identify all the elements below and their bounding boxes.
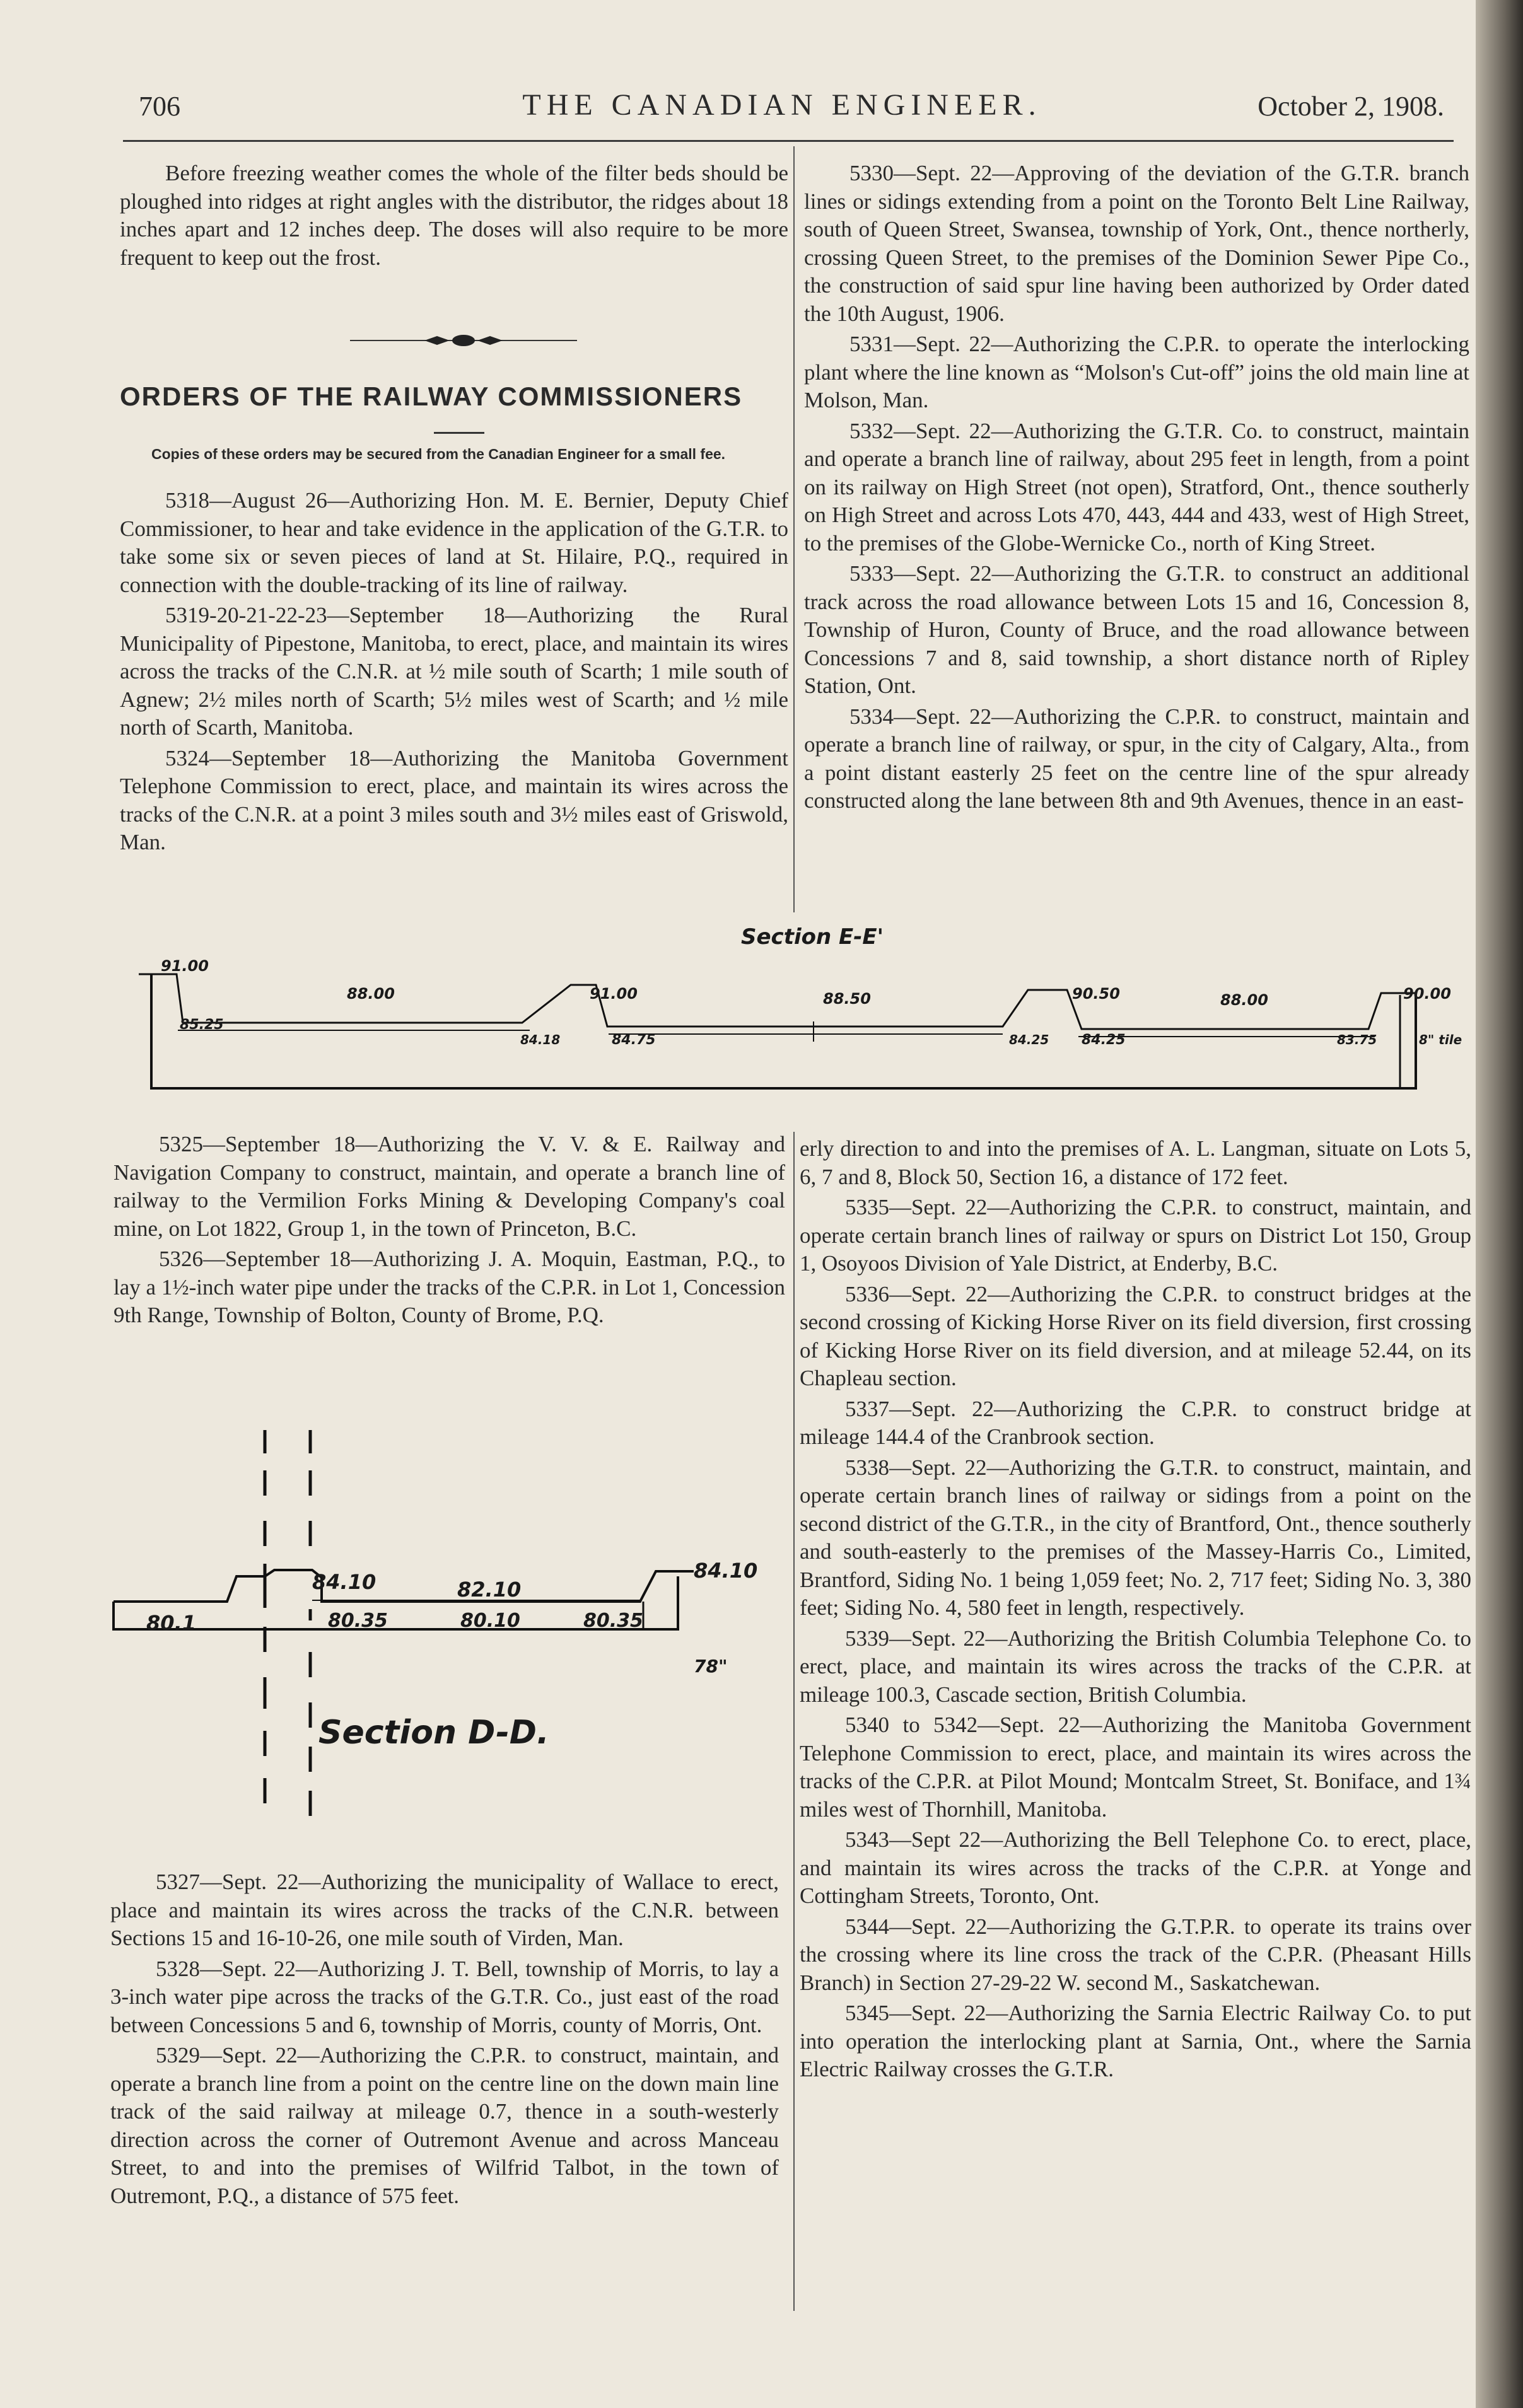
figure-dd-title: Section D-D. [318,1714,549,1752]
right-orders-group-1 [804,160,1469,815]
order-paragraph: 5337—Sept. 22—Authorizing the C.P.R. to construct bridge at mileage 144.4 of the Cranbrook section. [800,1396,1471,1449]
order-paragraph: 5343—Sept 22—Authorizing the Bell Telephone Co. to erect, place, and maintain its wires across the tracks of the C.P.R. at Yonge and Cottingham Streets, Toronto, Ont. [800,1827,1471,1908]
left-orders-group-3 [110,1868,779,2210]
journal-title: THE CANADIAN ENGINEER. [522,88,1042,122]
section-note [120,445,788,463]
order-paragraph: 5318—August 26—Authorizing Hon. M. E. Bernier, Deputy Chief Commissioner, to hear and take evidence in the application of the G.T.R. to take some six or seven pieces of land at St. Hilaire, P.Q., required in connection with the double-tracking of its line of railway. [120,488,788,597]
page-number: 706 [139,91,180,122]
order-paragraph: 5333—Sept. 22—Authorizing the G.T.R. to construct an additional track across the road allowance between Lots 15 and 16, Concession 8, Township of Huron, County of Bruce, and the road allowance between Concessions 7 and 8, said township, a short distance north of Ripley Station, Ont. [804,561,1469,698]
order-paragraph: 5340 to 5342—Sept. 22—Authorizing the Manitoba Government Telephone Commission to erect, place, and maintain its wires across the tracks of the C.P.R. at Pilot Mound; Montcalm Street, St. Boniface, and 1¾ miles west of Thornhill, Manitoba. [800,1713,1471,1822]
elev-label: 80.35 [583,1610,643,1632]
elev-label: 82.10 [457,1578,522,1602]
elev-label: 90.50 [1072,985,1120,1003]
order-paragraph: 5324—September 18—Authorizing the Manitoba Government Telephone Commission to erect, place, and maintain its wires across the tracks of the C.N.R. at a point 3 miles south and 3½ miles east of Griswold, Man. [120,745,788,854]
right-orders-group-2 [800,1135,1471,2084]
page-edge-shadow [1476,0,1523,2408]
order-paragraph: 5339—Sept. 22—Authorizing the British Columbia Telephone Co. to erect, place, and maintain its wires across the tracks of the C.P.R. at mileage 100.3, Cascade section, British Columbia. [800,1626,1471,1707]
order-paragraph: 5330—Sept. 22—Approving of the deviation of the G.T.R. branch lines or sidings extending from a point on the Toronto Belt Line Railway, south of Queen Street, Swansea, township of York, Ont., thence northerly, crossing Queen Street, to the premises of the Dominion Sewer Pipe Co., the construction of said spur line having been authorized by Order dated the 10th August, 1906. [804,161,1469,326]
note-text: Copies of these orders may be secured from the Canadian Engineer for a small fee. [151,446,726,462]
elev-label: 78" [694,1656,728,1677]
order-paragraph: 5328—Sept. 22—Authorizing J. T. Bell, township of Morris, to lay a 3-inch water pipe across the tracks of the G.T.R. Co., just east of the road between Concessions 5 and 6, township of Morris, county of Morris, Ont. [110,1956,779,2037]
order-paragraph: 5334—Sept. 22—Authorizing the C.P.R. to construct, maintain and operate a branch line of railway, or spur, in the city of Calgary, Alta., from a point distant easterly 25 feet on the centre line of the spur already constructed along the lane between 8th and 9th Avenues, thence in an east- [804,704,1469,813]
elev-label: 84.10 [312,1570,376,1594]
order-paragraph: 5332—Sept. 22—Authorizing the G.T.R. Co. to construct, maintain and operate a branch line of railway, about 295 feet in length, from a point on its railway on High Street (not open), Stratford, Ont., thence southerly on High Street and across Lots 470, 443, 444 and 433, west of High Street, to the premises of the Globe-Wernicke Co., north of King Street. [804,418,1469,555]
header-rule [123,140,1454,142]
page-header [114,85,1450,129]
elev-label: 84.25 [1082,1032,1126,1048]
section-profile [114,1570,694,1602]
elev-label: 84.75 [612,1032,656,1048]
elev-label: 91.00 [590,985,638,1003]
elev-label: 91.00 [161,957,209,975]
elev-label: 80.10 [460,1610,520,1632]
order-paragraph: 5326—September 18—Authorizing J. A. Moquin, Eastman, P.Q., to lay a 1½-inch water pipe under the tracks of the C.P.R. in Lot 1, Concession 9th Range, Township of Bolton, County of Brome, P.Q. [114,1247,785,1327]
article-paragraph: Before freezing weather comes the whole of the filter beds should be ploughed into ridges at right angles with the distributor, the ridges about 18 inches apart and 12 inches deep. The doses will also require to be more frequent to keep out the frost. [120,161,788,270]
order-paragraph: 5329—Sept. 22—Authorizing the C.P.R. to construct, maintain, and operate a branch line from a point on the centre line on the down main line track of the said railway at mileage 0.7, thence in a south-westerly direction across the corner of Outremont Avenue and across Manceau Street, to and into the premises of Wilfrid Talbot, in the town of Outremont, P.Q., a distance of 575 feet. [110,2043,779,2208]
issue-date: October 2, 1908. [1257,91,1444,122]
figure-section-ee [0,921,1476,1110]
section-heading: ORDERS OF THE RAILWAY COMMISSIONERS [120,381,743,411]
order-paragraph: 5319-20-21-22-23—September 18—Authorizing the Rural Municipality of Pipestone, Manitoba, to erect, place, and maintain its wires across the tracks of the C.N.R. at ½ mile south of Scarth; 1 mile south of Agnew; 2½ miles north of Scarth; 5½ miles west of Scarth; and ½ mile north of Scarth, Manitoba. [120,603,788,740]
elev-label: 83.75 [1337,1032,1377,1047]
elev-label: 84.25 [1009,1032,1049,1047]
order-paragraph: 5335—Sept. 22—Authorizing the C.P.R. to construct, maintain, and operate certain branch lines of railway or spurs on District Lot 150, Group 1, Osoyoos Division of Yale District, at Enderby, B.C. [800,1195,1471,1276]
order-paragraph: 5327—Sept. 22—Authorizing the municipality of Wallace to erect, place and maintain its wires across the tracks of the C.N.R. between Sections 15 and 16-10-26, one mile south of Virden, Man. [110,1870,779,1950]
elev-label: 88.00 [1220,991,1268,1009]
elev-label: 84.10 [694,1559,758,1583]
order-paragraph: 5331—Sept. 22—Authorizing the C.P.R. to operate the interlocking plant where the line known as “Molson's Cut-off” joins the old main line at Molson, Man. [804,332,1469,412]
order-paragraph: 5345—Sept. 22—Authorizing the Sarnia Electric Railway Co. to put into operation the interlocking plant at Sarnia, Ont., where the Sarnia Electric Railway crosses the G.T.R. [800,2001,1471,2081]
order-paragraph: 5336—Sept. 22—Authorizing the C.P.R. to construct bridges at the second crossing of Kicking Horse River on its field diversion, first crossing of Kicking Horse River on its field diversion, and at mileage 52.44, on its Chapleau section. [800,1281,1471,1390]
column-divider-top [793,146,795,912]
order-paragraph: 5344—Sept. 22—Authorizing the G.T.P.R. to operate its trains over the crossing where its line cross the track of the C.P.R. (Pheasant Hills Branch) in Section 27-29-22 W. second M., Saskatchewan. [800,1914,1471,1995]
left-orders-group-2 [114,1131,785,1330]
elev-label: 84.18 [520,1032,561,1047]
order-paragraph: 5338—Sept. 22—Authorizing the G.T.R. to construct, maintain, and operate certain branch lines of railway or sidings from a point on the second district of the G.T.R., in the city of Brantford, Ont., thence southerly and south-easterly to the premises of the Massey-Harris Co., Limited, Brantford, Siding No. 1 being 1,059 feet; No. 2, 717 feet; Siding No. 3, 380 feet; Siding No. 4, 580 feet in length, respectively. [800,1455,1471,1620]
elev-label: 88.00 [347,985,395,1003]
ornament-divider [350,328,577,353]
elev-label: 8" tile [1419,1032,1462,1047]
heading-rule [434,432,484,434]
continued-paragraph: erly direction to and into the premises of A. L. Langman, situate on Lots 5, 6, 7 and 8, Block 50, Section 16, a distance of 172 feet. [800,1136,1471,1189]
elev-label: 80.1 [146,1611,196,1635]
elev-label: 85.25 [180,1017,224,1033]
figure-ee-title: Section E-E' [741,924,884,950]
order-paragraph: 5325—September 18—Authorizing the V. V. & E. Railway and Navigation Company to construct, maintain, and operate a branch line of railway to the Vermilion Forks Mining & Developing Company's coal mine, on Lot 1822, Group 1, in the town of Princeton, B.C. [114,1132,785,1241]
left-column-top [120,160,788,272]
elev-label: 88.50 [823,990,871,1008]
elev-label: 90.00 [1403,985,1451,1003]
figure-section-dd [0,1412,795,1854]
elev-label: 80.35 [328,1610,388,1632]
centre-lines [265,1430,310,1816]
left-orders-group-1 [120,487,788,857]
